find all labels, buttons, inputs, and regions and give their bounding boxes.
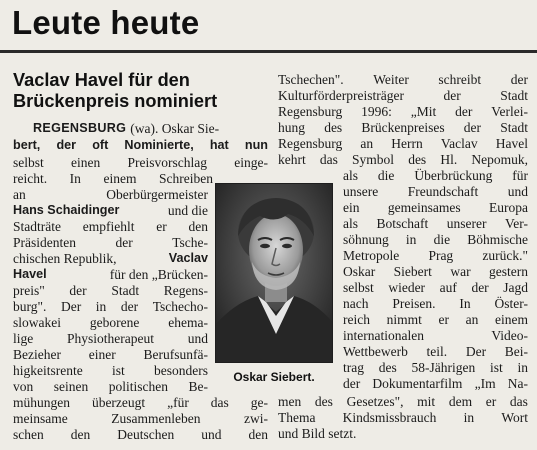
word: empfiehlt [82, 219, 135, 234]
word: meinsame [13, 411, 68, 426]
article-line [278, 88, 528, 104]
word: men [278, 394, 302, 409]
word: oft [92, 138, 109, 152]
headline-line-2: Brückenpreis nominiert [13, 91, 218, 111]
word: und [201, 427, 222, 442]
word: „Im [474, 376, 496, 391]
word: preis" [13, 283, 45, 298]
word: 1996: [361, 104, 392, 119]
word: Gesetzes", [346, 394, 404, 409]
word: Nominierte, [124, 138, 194, 152]
article-line [278, 120, 528, 136]
word: war [450, 264, 471, 279]
word: Bezieher [13, 347, 61, 362]
word: der [443, 88, 461, 103]
word: der [471, 280, 489, 295]
word: Havel [495, 136, 528, 151]
word: ein [343, 200, 360, 215]
word: einem [495, 312, 528, 327]
word: Tsche- [172, 235, 208, 250]
article-line [13, 299, 208, 315]
word: Herrn [391, 136, 423, 151]
word: Metropole [343, 248, 400, 263]
article-line [13, 171, 213, 187]
article-line [343, 376, 528, 392]
word: der [455, 104, 473, 119]
word: der [120, 299, 139, 314]
word: Der [465, 344, 487, 359]
article-line [343, 184, 528, 200]
word: als [343, 216, 358, 231]
word: Stadt [500, 120, 528, 135]
word: unserer [446, 216, 487, 231]
word: Jagd [503, 280, 528, 295]
word: slowakei [13, 315, 61, 330]
word: das [509, 394, 528, 409]
article-line: Hans Schaidinger und die [13, 203, 208, 218]
word: Prag [428, 248, 454, 263]
word: ist [489, 360, 503, 375]
word: der [343, 376, 361, 391]
word: „Mit [410, 104, 437, 119]
word: seinen [53, 379, 89, 394]
article-line [13, 411, 268, 427]
word: er [438, 312, 449, 327]
word: des [408, 152, 427, 167]
word: Schreiben [159, 171, 213, 186]
word: nimmt [386, 312, 422, 327]
word: Hl. [440, 152, 458, 167]
word: unsere [343, 184, 379, 199]
word: an [360, 136, 374, 151]
article-line: an Oberbürgermeister [13, 187, 208, 202]
article-line [343, 168, 528, 184]
word: Freundschaft [407, 184, 479, 199]
word: Oskar [343, 264, 376, 279]
article-line [13, 283, 208, 299]
article-line [278, 104, 528, 120]
word: trag [343, 360, 364, 375]
word: der [69, 283, 87, 298]
word: hat [209, 138, 229, 152]
word: bert, [13, 138, 41, 152]
article-line [278, 136, 528, 152]
article-line: chischen Republik, Vaclav [13, 251, 208, 266]
word: Kulturförderpreisträger [278, 88, 404, 103]
word: Verlei- [491, 104, 528, 119]
word: 58-Jährigen [411, 360, 476, 375]
word: der [56, 138, 77, 152]
article-line [13, 363, 208, 379]
word: gestern [489, 264, 528, 279]
word: higkeitsrente [13, 363, 83, 378]
word: Ver- [505, 216, 528, 231]
word: reicht. [13, 171, 48, 186]
word: schen [13, 427, 44, 442]
word: Vaclav [440, 136, 478, 151]
article-headline [13, 70, 268, 112]
word: Regensburg [278, 104, 343, 119]
article-line [278, 72, 528, 88]
word: den [248, 427, 268, 442]
title-rule [0, 50, 537, 53]
word: er [485, 394, 497, 409]
word: Symbol [352, 152, 395, 167]
word: mit [417, 394, 436, 409]
word: einem [103, 171, 137, 186]
word: Preisen. [392, 296, 436, 311]
dateline: REGENSBURG [33, 121, 127, 135]
article-line [278, 152, 528, 168]
article-line [13, 395, 268, 411]
article-line [13, 347, 208, 363]
word: die [433, 232, 451, 247]
article-line [343, 216, 528, 232]
word: Regens- [163, 283, 208, 298]
portrait-photo [215, 183, 333, 363]
article-line: Havel für den „Brücken- [13, 267, 208, 282]
word: nach [343, 296, 369, 311]
word: dem [448, 394, 473, 409]
article-line [278, 394, 528, 410]
word: die [377, 168, 395, 183]
word: des [324, 120, 343, 135]
word: Deutschen [117, 427, 175, 442]
word: Präsidenten [13, 235, 76, 250]
word: Physiotherapeut [67, 331, 154, 346]
word: Wettbewerb [343, 344, 408, 359]
word: als [343, 168, 358, 183]
word: reich [343, 312, 370, 327]
article-line [343, 264, 528, 280]
article-line [13, 219, 208, 235]
article-line [13, 315, 208, 331]
word: ge- [250, 395, 268, 410]
article-line [343, 328, 528, 344]
word: politischen [108, 379, 168, 394]
word: zwi- [244, 411, 268, 426]
word: an [465, 312, 479, 327]
word: den [188, 219, 208, 234]
word: kehrt [278, 152, 306, 167]
word: Thema [278, 410, 316, 425]
word: Öster- [494, 296, 528, 311]
word: söhnung [343, 232, 389, 247]
word: Video- [491, 328, 528, 343]
article-line [13, 379, 208, 395]
word: hung [278, 120, 305, 135]
line-text: (wa). Oskar Sie- [130, 121, 220, 136]
article-line [343, 344, 528, 360]
word: auf [439, 280, 457, 295]
word: Preisvorschlag [127, 155, 207, 170]
word: teil. [426, 344, 448, 359]
article-line [343, 200, 528, 216]
word: wieder [388, 280, 426, 295]
word: den [70, 427, 91, 442]
article-line [343, 312, 528, 328]
word: Böhmische [467, 232, 528, 247]
article-line [343, 296, 528, 312]
article-line [13, 138, 268, 154]
word: des [378, 360, 397, 375]
headline-line-1: Vaclav Havel für den [13, 70, 190, 90]
word: „für [167, 395, 189, 410]
word: gemeinsames [387, 200, 461, 215]
word: selbst [343, 280, 374, 295]
word: Kindsmissbrauch [342, 410, 437, 425]
word: ehema- [168, 315, 208, 330]
word: in [405, 232, 417, 247]
article-line [278, 410, 528, 426]
word: lige [13, 331, 34, 346]
word: nun [244, 138, 268, 152]
word: er [156, 219, 167, 234]
word: der [510, 72, 528, 87]
word: Na- [507, 376, 528, 391]
word: Siebert [393, 264, 432, 279]
word: burg". [13, 299, 47, 314]
word: Zusammenleben [111, 411, 201, 426]
word: für [512, 168, 528, 183]
word: einge- [234, 155, 268, 170]
article-line [343, 232, 528, 248]
article-line [343, 248, 528, 264]
word: Tschechen". [278, 72, 344, 87]
article-line [13, 331, 208, 347]
word: In [459, 296, 471, 311]
article-line [13, 235, 208, 251]
word: besonders [154, 363, 208, 378]
article-line [13, 427, 268, 443]
word: Bei- [504, 344, 528, 359]
article-line: und Bild setzt. [278, 426, 357, 441]
word: das [319, 152, 338, 167]
word: Wort [501, 410, 528, 425]
word: überzeugt [91, 395, 146, 410]
word: schreibt [438, 72, 482, 87]
word: Be- [188, 379, 208, 394]
word: Berufsunfä- [143, 347, 208, 362]
word: selbst [13, 155, 44, 170]
word: Überbrückung [414, 168, 493, 183]
word: und [507, 184, 528, 199]
word: Brückenpreises [361, 120, 445, 135]
word: geborene [89, 315, 140, 330]
word: Stadt [500, 88, 528, 103]
word: Botschaft [376, 216, 429, 231]
word: Stadträte [13, 219, 61, 234]
section-title: Leute heute [12, 4, 200, 41]
word: zurück." [482, 248, 528, 263]
word: und [187, 331, 208, 346]
word: in [95, 299, 107, 314]
word: der [463, 120, 482, 135]
article-line [33, 121, 268, 137]
word: Weiter [373, 72, 409, 87]
article-line [13, 155, 268, 171]
word: internationalen [343, 328, 424, 343]
word: Dokumentarfilm [372, 376, 463, 391]
word: einen [71, 155, 101, 170]
word: Tschecho- [152, 299, 208, 314]
article-line [343, 360, 528, 376]
word: Stadt [111, 283, 140, 298]
word: ist [111, 363, 125, 378]
word: Regensburg [278, 136, 343, 151]
photo-caption: Oskar Siebert. [233, 370, 315, 384]
word: einer [88, 347, 116, 362]
word: von [13, 379, 34, 394]
word: in [517, 360, 528, 375]
word: des [314, 394, 333, 409]
word: In [69, 171, 81, 186]
word: Nepomuk, [471, 152, 528, 167]
word: Europa [489, 200, 528, 215]
word: das [210, 395, 229, 410]
word: Der [60, 299, 82, 314]
word: in [463, 410, 475, 425]
article-line [343, 280, 528, 296]
word: der [115, 235, 133, 250]
word: mühungen [13, 395, 70, 410]
